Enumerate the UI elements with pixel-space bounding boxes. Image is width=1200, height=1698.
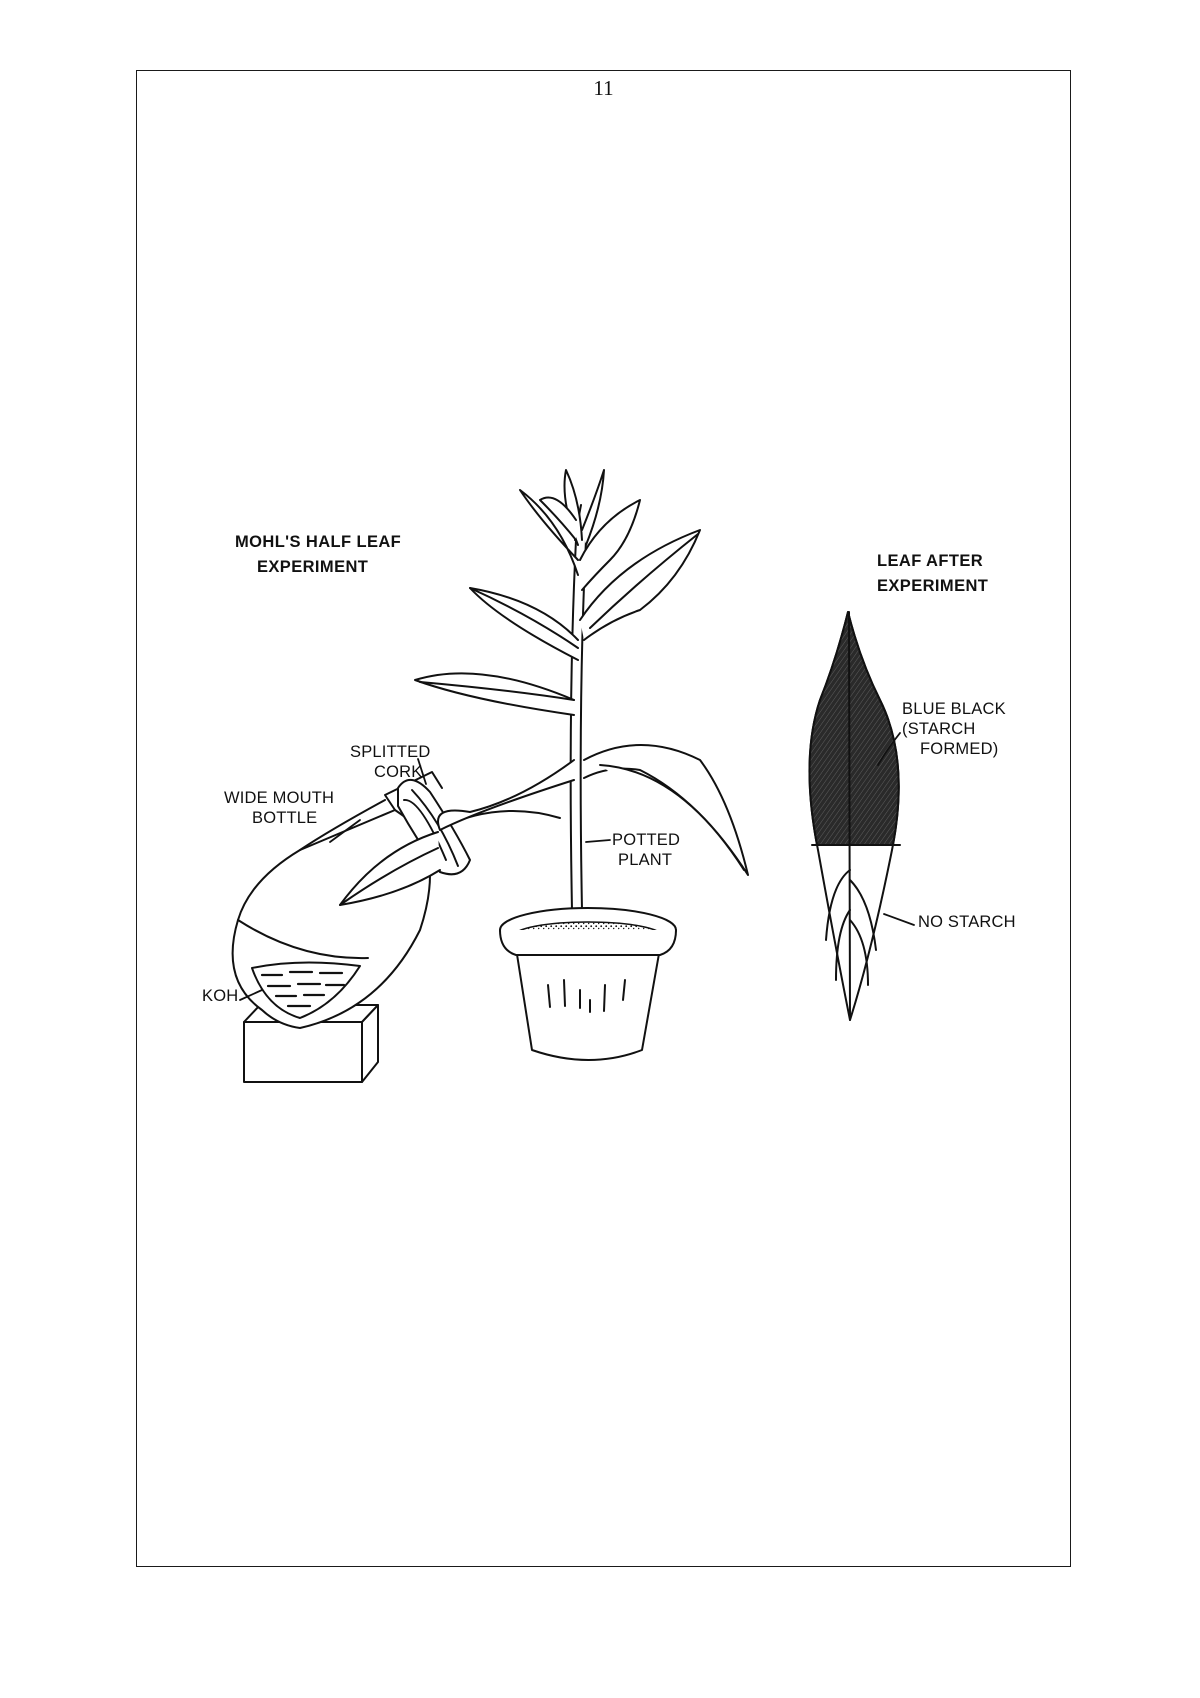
label-potted: POTTED — [612, 831, 681, 849]
label-koh — [202, 986, 238, 1006]
label-no-starch-text: NO STARCH — [918, 913, 1016, 931]
label-blue-black — [902, 699, 1006, 759]
result-title — [877, 549, 988, 599]
label-bottle: BOTTLE — [252, 809, 318, 827]
label-wide-mouth: WIDE MOUTH — [224, 789, 335, 807]
page-number: 11 — [593, 76, 614, 100]
experiment-title-line1: MOHL'S HALF LEAF — [235, 533, 402, 551]
label-wide-mouth-bottle — [224, 788, 334, 828]
label-blue-black-line3: FORMED) — [920, 740, 999, 758]
label-cork: CORK — [373, 763, 423, 781]
result-title-line2: EXPERIMENT — [877, 577, 989, 595]
experiment-title-line2: EXPERIMENT — [257, 558, 369, 576]
label-koh-text: KOH — [202, 987, 239, 1005]
label-potted-plant — [612, 830, 680, 870]
result-leaf — [809, 612, 900, 1020]
experiment-title — [235, 530, 401, 580]
plant-pot — [500, 908, 676, 1060]
label-splitted: SPLITTED — [350, 743, 431, 761]
label-plant: PLANT — [618, 851, 673, 869]
label-blue-black-line2: (STARCH — [902, 720, 976, 738]
result-title-line1: LEAF AFTER — [877, 552, 984, 570]
label-splitted-cork — [350, 742, 430, 782]
label-blue-black-line1: BLUE BLACK — [902, 700, 1006, 718]
label-no-starch — [918, 912, 1016, 932]
